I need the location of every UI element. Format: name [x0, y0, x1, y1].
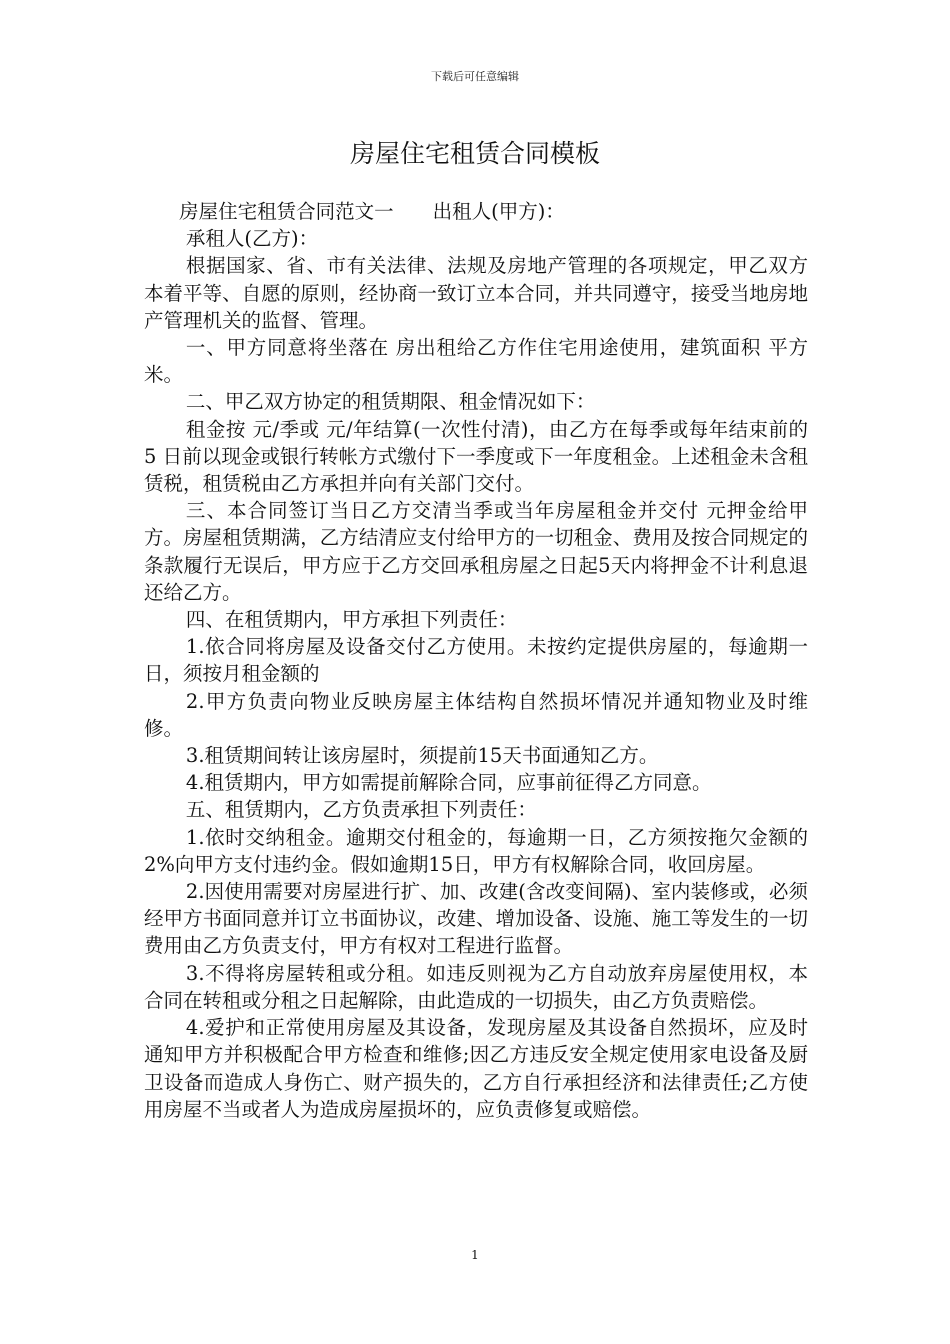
- paragraph: 五、租赁期内，乙方负责承担下列责任：: [185, 798, 537, 822]
- paragraph: 3.不得将房屋转租或分租。如违反则视为乙方自动放弃房屋使用权，本合同在转租或分租之日起解除，由此造成的一切损失，由乙方负责赔偿。: [144, 961, 808, 1012]
- paragraph: 根据国家、省、市有关法律、法规及房地产管理的各项规定，甲乙双方本着平等、自愿的原则，经协商一致订立本合同，并共同遵守，接受当地房地产管理机关的监督、管理。: [144, 254, 808, 332]
- paragraph: 一、甲方同意将坐落在 房出租给乙方作住宅用途使用，建筑面积 平方米。: [144, 336, 808, 387]
- paragraph: 3.租赁期间转让该房屋时，须提前15天书面通知乙方。: [185, 744, 659, 768]
- paragraph: 二、甲乙双方协定的租赁期限、租金情况如下：: [185, 390, 596, 414]
- contract-body: [144, 198, 808, 1123]
- header-note: 下载后可任意编辑: [431, 70, 519, 83]
- paragraph-intro: 房屋住宅租赁合同范文一 出租人(甲方)：: [179, 200, 565, 223]
- paragraph: 1.依合同将房屋及设备交付乙方使用。未按约定提供房屋的，每逾期一日，须按月租金额的: [144, 635, 808, 686]
- page-number: 1: [471, 1248, 479, 1262]
- paragraph: 4.租赁期内，甲方如需提前解除合同，应事前征得乙方同意。: [185, 771, 712, 795]
- document-title: 房屋住宅租赁合同模板: [349, 139, 600, 168]
- paragraph: 承租人(乙方)：: [185, 227, 319, 251]
- paragraph: 租金按 元/季或 元/年结算(一次性付清)，由乙方在每季或每年结束前的 5 日前以现金或银行转帐方式缴付下一季度或下一年度租金。上述租金未含租赁税，租赁税由乙方承担并向有关部门交付。: [144, 417, 808, 496]
- paragraph: 2.甲方负责向物业反映房屋主体结构自然损坏情况并通知物业及时维修。: [144, 689, 808, 740]
- paragraph: 2.因使用需要对房屋进行扩、加、改建(含改变间隔)、室内装修或，必须经甲方书面同意并订立书面协议，改建、增加设备、设施、施工等发生的一切费用由乙方负责支付，甲方有权对工程进行监督。: [144, 880, 808, 958]
- paragraph: 1.依时交纳租金。逾期交付租金的，每逾期一日，乙方须按拖欠金额的2%向甲方支付违约金。假如逾期15日，甲方有权解除合同，收回房屋。: [144, 825, 808, 876]
- paragraph: 4.爱护和正常使用房屋及其设备，发现房屋及其设备自然损坏，应及时通知甲方并积极配合甲方检查和维修;因乙方违反安全规定使用家电设备及厨卫设备而造成人身伤亡、财产损失的，乙方自行承担经济和法律责任;乙方使用房屋不当或者人为造成房屋损坏的，应负责修复或赔偿。: [144, 1016, 808, 1121]
- paragraph: 四、在租赁期内，甲方承担下列责任：: [185, 608, 518, 632]
- paragraph: 三、本合同签订当日乙方交清当季或当年房屋租金并交付 元押金给甲方。房屋租赁期满，乙方结清应支付给甲方的一切租金、费用及按合同规定的条款履行无误后，甲方应于乙方交回承租房屋之日起5天内将押金不计利息退还给乙方。: [144, 499, 808, 604]
